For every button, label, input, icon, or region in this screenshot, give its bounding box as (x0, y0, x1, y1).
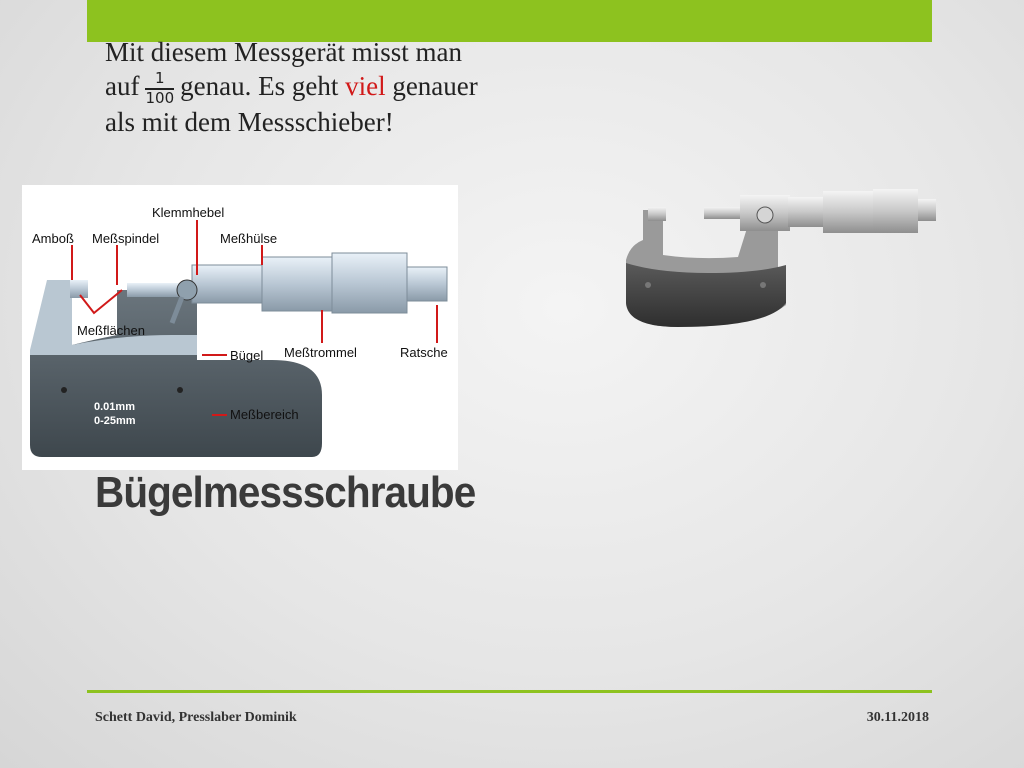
label-messspindel: Meßspindel (92, 231, 160, 246)
label-messtrommel: Meßtrommel (284, 345, 357, 360)
label-amboss: Amboß (32, 231, 74, 246)
footer-authors: Schett David, Presslaber Dominik (95, 710, 297, 725)
labeled-micrometer-diagram (22, 185, 458, 470)
spec-resolution: 0.01mm (94, 401, 135, 413)
intro-line-2 (105, 70, 625, 107)
anvil-shape (70, 280, 88, 298)
label-messhuelse: Meßhülse (220, 231, 278, 246)
label-messbereich: Meßbereich (230, 407, 299, 422)
photo-clamp (757, 207, 773, 223)
frame-rivet-left (61, 387, 67, 393)
ratchet-shape (407, 267, 447, 301)
photo-thimble (823, 191, 873, 233)
label-klemmhebel: Klemmhebel (152, 205, 225, 220)
intro-highlight: viel (345, 70, 386, 101)
photo-ratchet (918, 199, 936, 221)
fraction-denominator: 100 (145, 88, 175, 107)
label-messflaechen: Meßflächen (77, 323, 145, 338)
slide-title: Bügelmessschraube (95, 468, 476, 517)
intro-suffix: genauer (392, 70, 478, 101)
fraction-numerator: 1 (145, 71, 174, 90)
intro-line-3: als mit dem Messschieber! (105, 107, 394, 138)
label-buegel: Bügel (230, 348, 264, 363)
intro-mid: genau. Es geht (180, 70, 339, 101)
micrometer-photo (618, 185, 948, 345)
intro-text (105, 36, 625, 140)
photo-knurl (873, 189, 918, 233)
knurl-shape (332, 253, 407, 313)
photo-spindle (704, 207, 742, 219)
intro-prefix: auf (105, 70, 140, 101)
photo-rivet-right (760, 282, 766, 288)
photo-rivet-left (645, 282, 651, 288)
spec-range: 0-25mm (94, 415, 136, 427)
thimble-shape (262, 257, 332, 311)
photo-anvil (648, 207, 666, 221)
micrometer-diagram-svg (22, 185, 458, 470)
sleeve-shape (192, 265, 267, 303)
footer-accent-line (87, 690, 932, 693)
photo-scale (788, 197, 828, 227)
frame-rivet-right (177, 387, 183, 393)
footer-date: 30.11.2018 (866, 710, 929, 725)
fraction (145, 68, 175, 107)
label-ratsche: Ratsche (400, 345, 448, 360)
micrometer-photo-svg (618, 185, 948, 345)
intro-line-1: Mit diesem Messgerät misst man (105, 37, 462, 67)
